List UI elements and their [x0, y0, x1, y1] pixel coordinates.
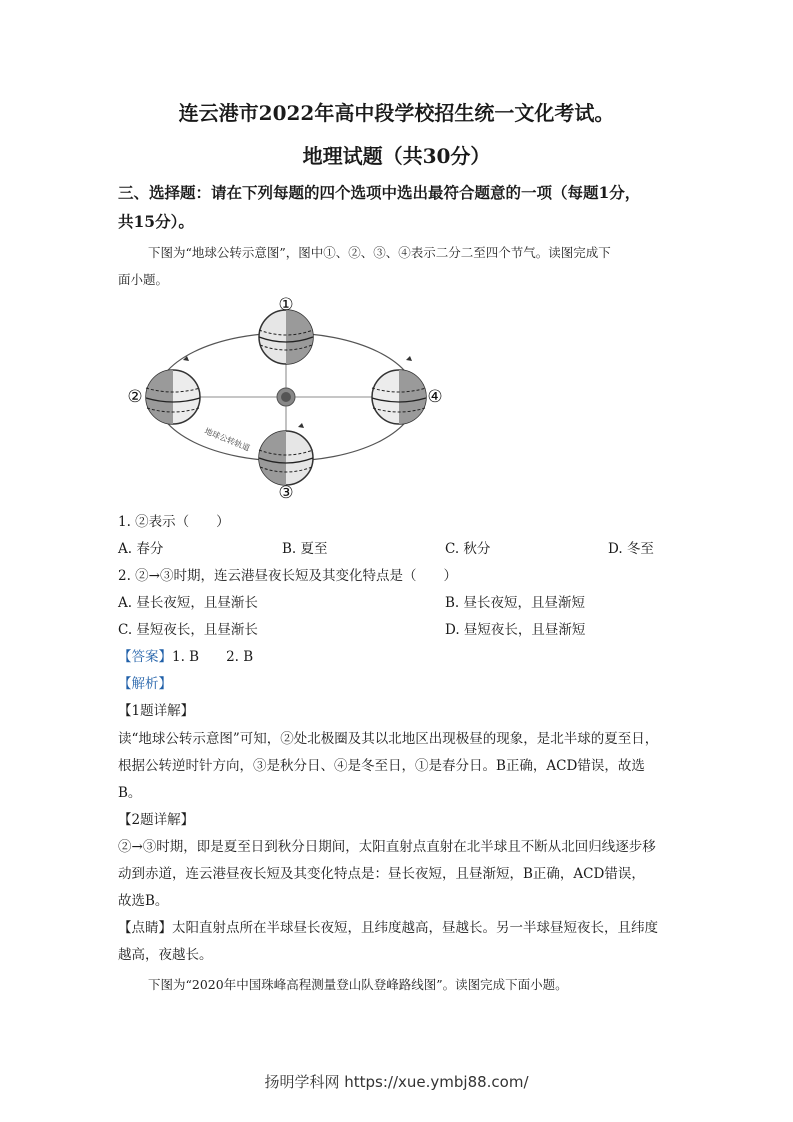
page-subtitle: 地理试题（共30分）: [302, 144, 491, 168]
tip-text: 太阳直射点所在半球昼长夜短，且纬度越高，昼越长。另一半球昼短夜长，且纬度: [172, 920, 658, 936]
detail-1-line1: 读“地球公转示意图”可知，②处北极圈及其以北地区出现极昼的现象，是北半球的夏至日，: [118, 731, 659, 747]
orbit-label: 地球公转轨道: [203, 426, 252, 453]
q2-option-b: B. 昼长夜短，且昼渐短: [445, 595, 586, 611]
label-3: ③: [278, 483, 294, 502]
q1-option-a: A. 春分: [118, 541, 164, 557]
detail-1-line3: B。: [118, 785, 142, 801]
earth-globe-2: [146, 370, 200, 424]
detail-1-line2: 根据公转逆时针方向，③是秋分日、④是冬至日，①是春分日。B正确，ACD错误，故选: [118, 758, 645, 774]
tip-tag: 【点睛】: [118, 920, 172, 936]
intro-line1: 下图为“地球公转示意图”，图中①、②、③、④表示二分二至四个节气。读图完成下: [148, 245, 611, 260]
label-4: ④: [427, 387, 443, 407]
answer-text: 1. B 2. B: [172, 649, 254, 665]
label-2: ②: [127, 387, 143, 407]
section-heading-line1: 三、选择题：请在下列每题的四个选项中选出最符合题意的一项（每题1分，: [118, 183, 641, 202]
earth-globe-1: [259, 310, 313, 364]
answer-tag: 【答案】: [118, 649, 172, 665]
q2-option-c: C. 昼短夜长，且昼渐长: [118, 622, 258, 638]
q1-option-d: D. 冬至: [608, 541, 654, 557]
earth-revolution-diagram: [118, 290, 448, 502]
answer-line: [118, 645, 253, 665]
q1-option-c: C. 秋分: [445, 541, 491, 557]
tip-line1: [118, 916, 658, 936]
detail-2-line1: ②→③时期，即是夏至日到秋分日期间，太阳直射点直射在北半球且不断从北回归线逐步移: [118, 839, 656, 855]
label-1: ①: [278, 295, 294, 315]
tip-line2: 越高，夜越长。: [118, 947, 213, 963]
q2-option-a: A. 昼长夜短，且昼渐长: [118, 595, 258, 611]
footer-watermark: 扬明学科网 https://xue.ymbj88.com/: [264, 1073, 529, 1091]
section-heading-line2: 共15分）。: [118, 212, 194, 231]
detail-1-tag: 【1题详解】: [118, 703, 195, 719]
direction-arrow: [298, 423, 304, 428]
question-1-stem: 1. ②表示（ ）: [118, 514, 230, 530]
page-title: 连云港市2022年高中段学校招生统一文化考试。: [178, 101, 615, 125]
analysis-tag: 【解析】: [118, 676, 172, 692]
direction-arrow: [406, 356, 412, 361]
detail-2-line2: 动到赤道，连云港昼夜长短及其变化特点是：昼长夜短，且昼渐短，B正确，ACD错误，: [118, 866, 645, 882]
q1-option-b: B. 夏至: [282, 541, 328, 557]
sun-core: [281, 392, 291, 402]
detail-2-tag: 【2题详解】: [118, 812, 195, 828]
detail-2-line3: 故选B。: [118, 893, 169, 909]
intro-line2: 面小题。: [118, 272, 169, 287]
q2-option-d: D. 昼短夜长，且昼渐短: [445, 622, 586, 638]
earth-globe-3: [259, 431, 313, 485]
question-2-stem: 2. ②→③时期，连云港昼夜长短及其变化特点是（ ）: [118, 568, 457, 584]
intro-2-line1: 下图为“2020年中国珠峰高程测量登山队登峰路线图”。读图完成下面小题。: [148, 977, 568, 992]
earth-globe-4: [372, 370, 426, 424]
